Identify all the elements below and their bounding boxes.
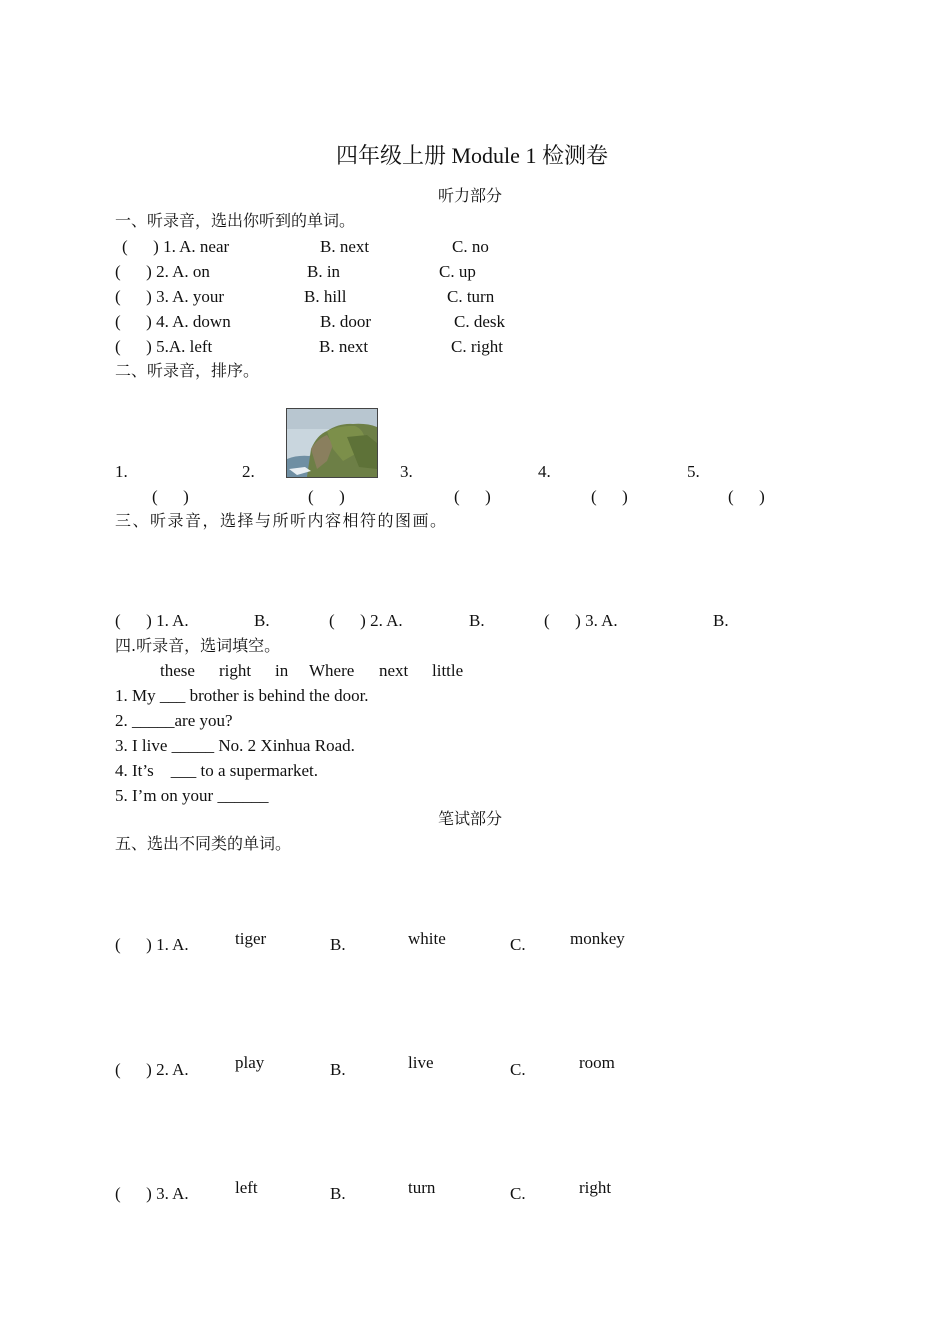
part5-q3-c-label: C. — [510, 1184, 526, 1203]
part4-sentence-5: 5. I’m on your ______ — [115, 786, 269, 805]
part2-num-4: 4. — [538, 462, 551, 481]
part5-q2-a-word: play — [235, 1053, 265, 1072]
word-bank-where: Where — [309, 661, 355, 680]
part2-num-1: 1. — [115, 462, 128, 481]
part4-sentence-4: 4. It’s ___ to a supermarket. — [115, 761, 319, 780]
part4-heading: 四.听录音，选词填空。 — [115, 636, 281, 655]
part5-q2-c-label: C. — [510, 1060, 526, 1079]
cliff-photo — [286, 408, 378, 478]
page-title: 四年级上册 Module 1 检测卷 — [336, 143, 608, 168]
part1-q5: ( ) 5.A. left — [115, 337, 213, 356]
word-bank-right: right — [219, 661, 252, 680]
word-bank-in: in — [275, 661, 289, 680]
part5-q1-c-label: C. — [510, 935, 526, 954]
part2-heading: 二、听录音，排序。 — [115, 361, 260, 380]
part1-q2-b: B. in — [307, 262, 341, 281]
part5-q1-c-word: monkey — [570, 929, 625, 948]
word-bank-these: these — [160, 661, 195, 680]
part1-q1: ( ) 1. A. near — [122, 237, 230, 256]
part5-q1-a-word: tiger — [235, 929, 267, 948]
part5-q3-b-label: B. — [330, 1184, 346, 1203]
part1-q4: ( ) 4. A. down — [115, 312, 231, 331]
part3-item-2b: B. — [469, 611, 485, 630]
part5-q3-b-word: turn — [408, 1178, 436, 1197]
part2-blank-2: ( ) — [308, 487, 345, 506]
part3-item-3b: B. — [713, 611, 729, 630]
part3-item-3a: ( ) 3. A. — [544, 611, 618, 630]
part5-q2-b-label: B. — [330, 1060, 346, 1079]
part1-q3-c: C. turn — [447, 287, 495, 306]
part5-q2-c-word: room — [579, 1053, 615, 1072]
part1-q3: ( ) 3. A. your — [115, 287, 225, 306]
part5-q2-b-word: live — [408, 1053, 434, 1072]
part1-q3-b: B. hill — [304, 287, 347, 306]
part4-sentence-2: 2. _____are you? — [115, 711, 233, 730]
part5-q3: ( ) 3. A. — [115, 1184, 189, 1203]
part4-sentence-3: 3. I live _____ No. 2 Xinhua Road. — [115, 736, 355, 755]
word-bank-next: next — [379, 661, 409, 680]
part2-num-3: 3. — [400, 462, 413, 481]
part5-q3-a-word: left — [235, 1178, 258, 1197]
part1-q5-c: C. right — [451, 337, 503, 356]
part2-num-5: 5. — [687, 462, 700, 481]
part2-blank-5: ( ) — [728, 487, 765, 506]
part1-q2-c: C. up — [439, 262, 476, 281]
writing-heading: 笔试部分 — [438, 809, 503, 828]
part4-sentence-1: 1. My ___ brother is behind the door. — [115, 686, 369, 705]
part3-item-1a: ( ) 1. A. — [115, 611, 189, 630]
word-bank-little: little — [432, 661, 464, 680]
part1-heading: 一、听录音，选出你听到的单词。 — [115, 211, 356, 230]
part1-q4-c: C. desk — [454, 312, 505, 331]
part5-heading: 五、选出不同类的单词。 — [115, 834, 292, 853]
part1-q5-b: B. next — [319, 337, 369, 356]
part3-item-1b: B. — [254, 611, 270, 630]
listening-heading: 听力部分 — [438, 186, 503, 205]
part1-q4-b: B. door — [320, 312, 371, 331]
part5-q3-c-word: right — [579, 1178, 612, 1197]
part3-heading: 三、听录音，选择与所听内容相符的图画。 — [115, 511, 448, 530]
part5-q1-b-word: white — [408, 929, 446, 948]
part2-blank-1: ( ) — [152, 487, 189, 506]
part5-q1-b-label: B. — [330, 935, 346, 954]
part2-blank-3: ( ) — [454, 487, 491, 506]
part5-q2: ( ) 2. A. — [115, 1060, 189, 1079]
part2-blank-4: ( ) — [591, 487, 628, 506]
part1-q2: ( ) 2. A. on — [115, 262, 210, 281]
part5-q1: ( ) 1. A. — [115, 935, 189, 954]
part1-q1-c: C. no — [452, 237, 489, 256]
part2-num-2: 2. — [242, 462, 255, 481]
part3-item-2a: ( ) 2. A. — [329, 611, 403, 630]
part1-q1-b: B. next — [320, 237, 370, 256]
